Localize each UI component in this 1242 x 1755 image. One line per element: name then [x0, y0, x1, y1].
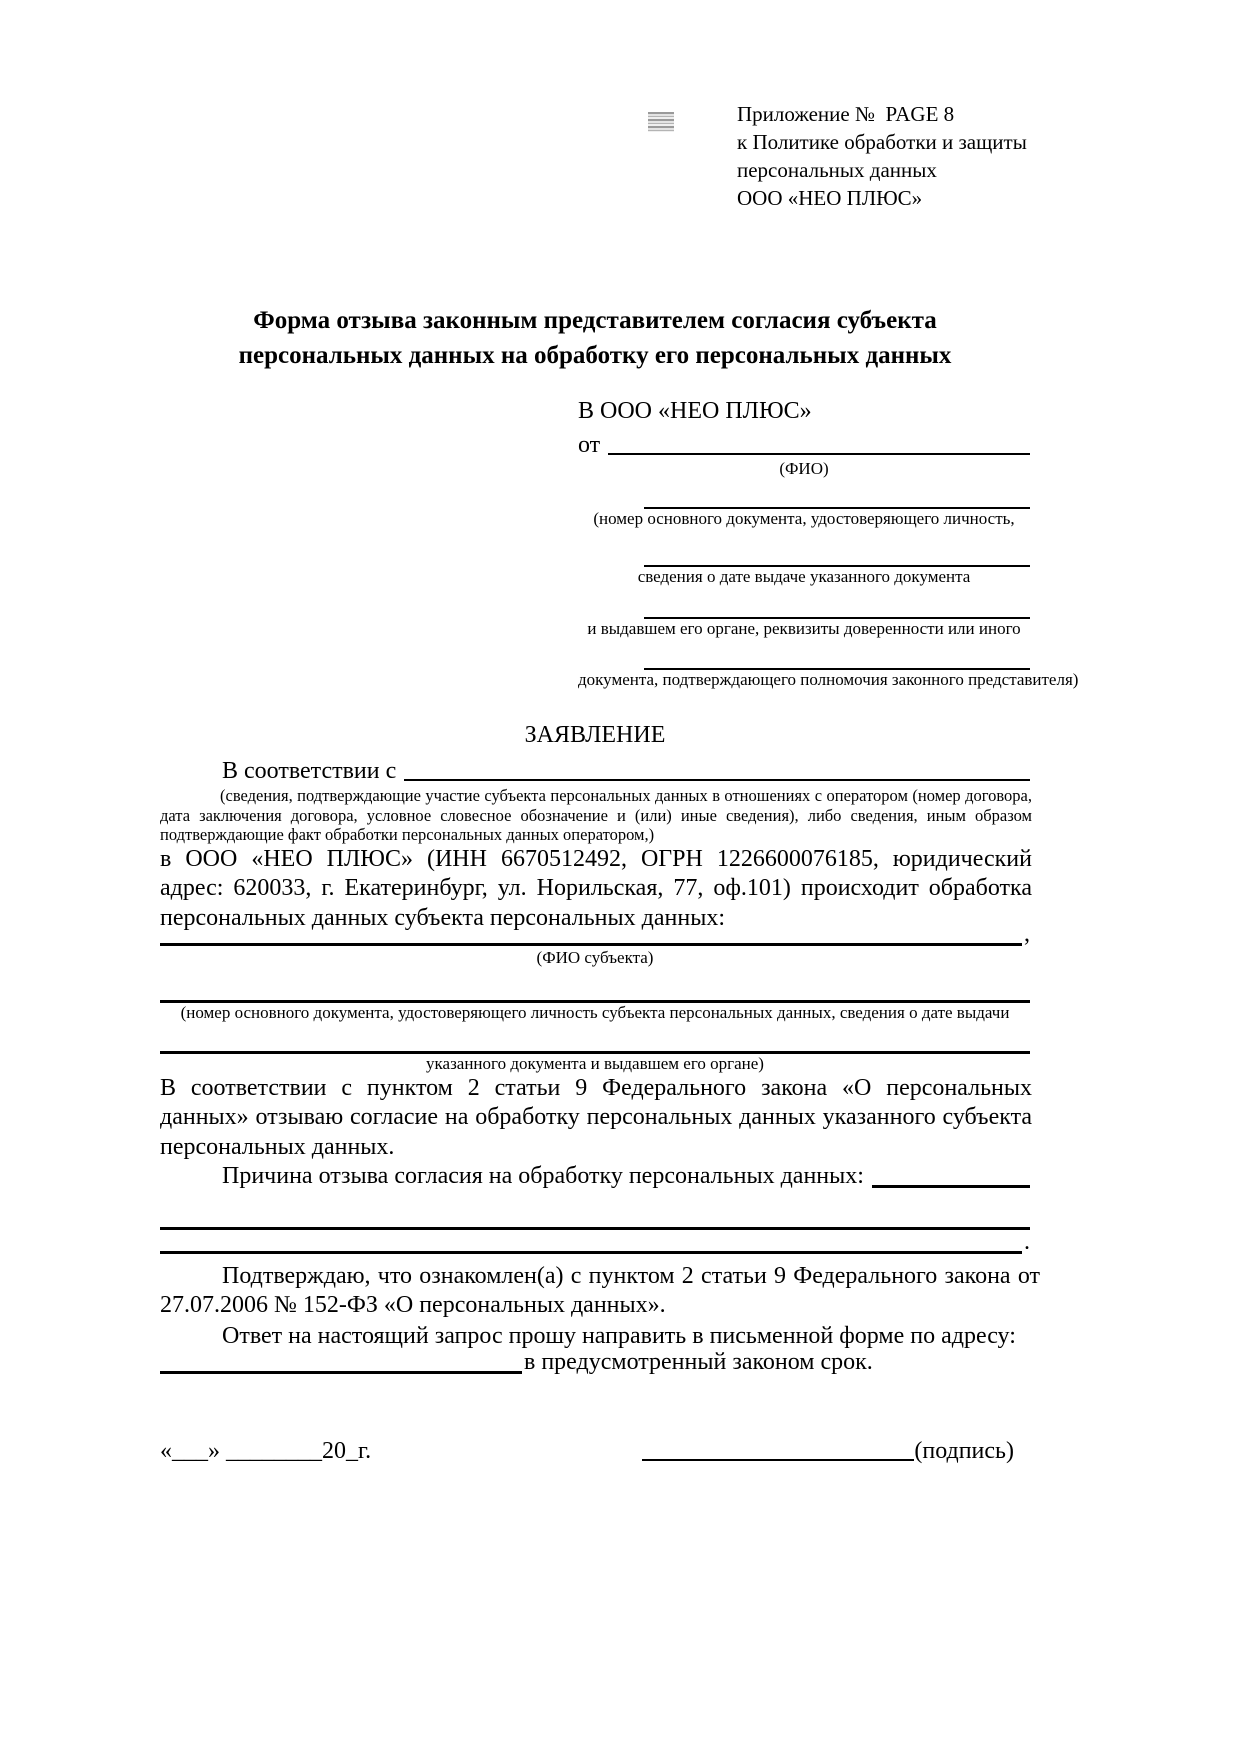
reply-address-blank[interactable] [160, 1371, 522, 1374]
attorney-doc-caption: документа, подтверждающего полномочия законного представителя) [578, 670, 1079, 689]
doc-issue-date-blank[interactable] [644, 534, 1030, 567]
reason-blank[interactable] [872, 1185, 1030, 1188]
from-label: от [578, 432, 601, 458]
reason-blank-line-3[interactable] [160, 1251, 1022, 1254]
reason-blank-line-2[interactable] [160, 1190, 1030, 1230]
subject-fio-caption: (ФИО субъекта) [536, 948, 654, 967]
signature-caption: (подпись) [914, 1438, 1014, 1464]
basis-prefix: В соответствии с [222, 758, 397, 784]
reason-row [160, 1162, 1030, 1190]
embedded-object-icon [648, 112, 674, 132]
reply-suffix: в предусмотренный законом срок. [524, 1349, 873, 1375]
subject-doc-caption-top: (номер основного документа, удостоверяющего личность субъекта персональных данных, сведения о дате выдачи [180, 1003, 1010, 1022]
basis-blank[interactable] [404, 779, 1030, 781]
from-row [578, 434, 1030, 459]
annex-policy-line: к Политике обработки и защиты [737, 130, 1027, 154]
addressee-org: В ООО «НЕО ПЛЮС» [578, 398, 812, 424]
attorney-doc-blank[interactable] [644, 644, 1030, 670]
doc-authority-blank[interactable] [644, 592, 1030, 619]
reply-address-row [160, 1350, 1032, 1376]
annex-policy-line-2: персональных данных [737, 158, 937, 182]
subject-doc-caption-bottom: указанного документа и выдавшем его органе) [426, 1054, 764, 1073]
signature-blank[interactable] [642, 1439, 914, 1461]
period-after-reason-lines: . [1024, 1229, 1030, 1255]
doc-authority-caption: и выдавшем его органе, реквизиты доверенности или иного [587, 619, 1021, 638]
subject-doc-blank-2[interactable] [160, 1029, 1030, 1054]
addressee-block [578, 398, 1079, 695]
basis-caption: (сведения, подтверждающие участие субъекта персональных данных в отношениях с оператором (номер договора, дата заключения договора, условное словесное обозначение и (или) иные сведения), либо сведения, иным образом подтверждающие факт обработки персональных данных оператором,) [160, 786, 1032, 844]
fio-caption: (ФИО) [779, 459, 829, 478]
annex-org-line: ООО «НЕО ПЛЮС» [737, 186, 923, 210]
operator-paragraph: в ООО «НЕО ПЛЮС» (ИНН 6670512492, ОГРН 1226600076185, юридический адрес: 620033, г. Екатеринбург, ул. Норильская, 77, оф.101) происходит обработка персональных данных субъекта персональных данных: [160, 846, 1032, 931]
subject-fio-blank[interactable] [160, 943, 1022, 946]
withdrawal-paragraph: В соответствии с пунктом 2 статьи 9 Федерального закона «О персональных данных» отзываю согласие на обработку персональных данных указанного субъекта персональных данных. [160, 1075, 1032, 1160]
doc-number-caption: (номер основного документа, удостоверяющего личность, [593, 509, 1015, 528]
title-line-1: Форма отзыва законным представителем согласия субъекта [253, 307, 937, 334]
basis-row [160, 757, 1030, 785]
subject-block [160, 920, 1030, 1080]
date-blank: «___» ________20_г. [160, 1438, 372, 1464]
subject-doc-blank[interactable] [160, 974, 1030, 1003]
doc-issue-date-caption: сведения о дате выдаче указанного документа [637, 567, 971, 586]
confirmation-paragraph: Подтверждаю, что ознакомлен(а) с пунктом 2 статьи 9 Федерального закона от 27.07.2006 № 152-ФЗ «О персональных данных». [160, 1263, 1040, 1319]
comma-after-subject-line: , [1024, 921, 1030, 947]
reason-prefix: Причина отзыва согласия на обработку персональных данных: [222, 1163, 864, 1189]
signature-group [642, 1438, 1014, 1465]
reason-line-3-row [160, 1230, 1030, 1256]
reply-request-paragraph: Ответ на настоящий запрос прошу направить в письменной форме по адресу: [222, 1323, 1016, 1349]
document-title [160, 303, 1030, 373]
doc-number-blank[interactable] [644, 484, 1030, 509]
title-line-2: персональных данных на обработку его персональных данных [238, 342, 952, 369]
representative-fio-blank[interactable] [608, 453, 1030, 455]
signature-row [160, 1438, 1030, 1465]
statement-heading: ЗАЯВЛЕНИЕ [524, 722, 666, 748]
header-annex-block [737, 100, 1027, 212]
subject-fio-row [160, 920, 1030, 948]
annex-number-line: Приложение № PAGE 8 [737, 102, 955, 126]
